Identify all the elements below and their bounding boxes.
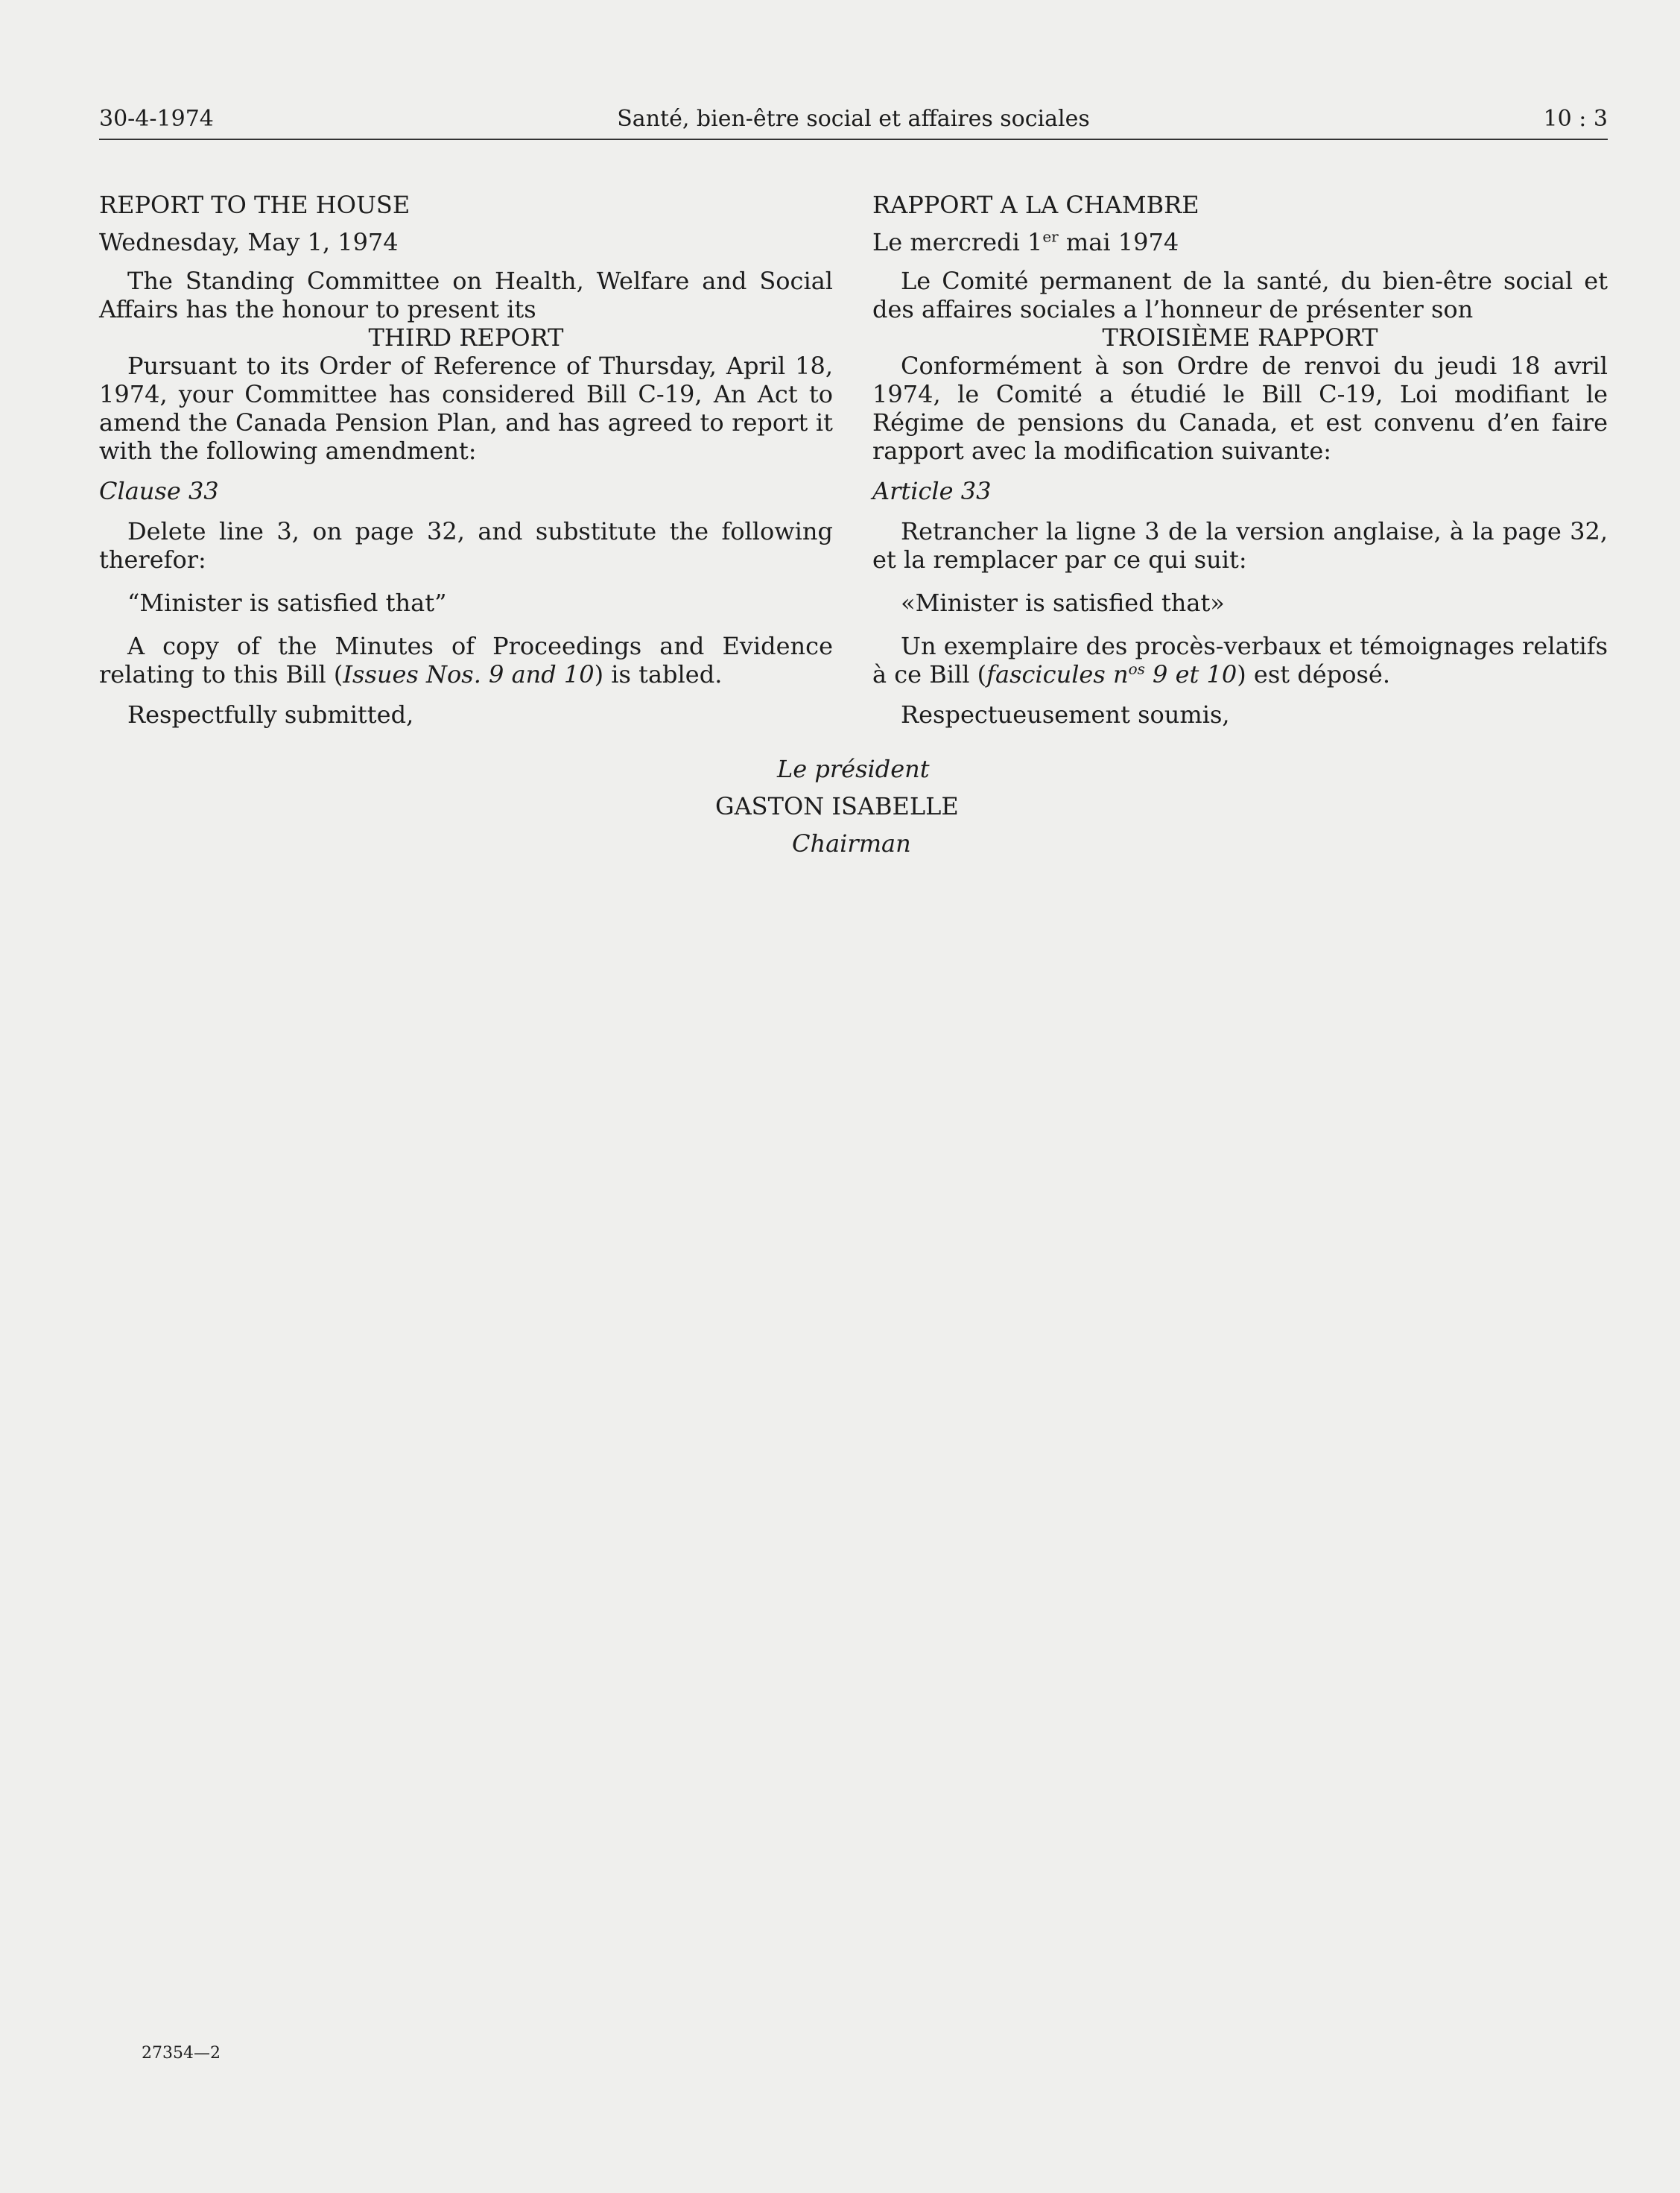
french-quote: «Minister is satisfied that» [901, 589, 1225, 617]
signature-title-en: Chairman [792, 829, 911, 858]
english-column [99, 191, 833, 729]
french-column [872, 191, 1608, 729]
header-page-number: 10 : 3 [1543, 106, 1608, 132]
french-heading: RAPPORT A LA CHAMBRE [872, 191, 1199, 219]
english-body-1: Pursuant to its Order of Reference of Thursday, April 18, 1974, your Committee has considered Bill C-19, An Act to amend the Canada Pension Plan, and has agreed to report it with the following amendment: [99, 352, 833, 465]
english-body-2: Delete line 3, on page 32, and substitute the following therefor: [99, 517, 833, 574]
signature-title-fr: Le président [777, 755, 930, 783]
french-issues-ref: fascicules $n^{os}$ 9 et 10 [986, 659, 1237, 689]
english-quote: “Minister is satisfied that” [127, 589, 447, 617]
french-body-3: Un exemplaire des procès-verbaux et témoignages relatifs à ce Bill (fascicules $n^{os}$ 9 et 10) est déposé. [872, 632, 1608, 689]
english-date: Wednesday, May 1, 1974 [99, 228, 399, 256]
header-date: 30-4-1974 [99, 106, 214, 132]
signature-name: GASTON ISABELLE [715, 792, 959, 820]
footer-code: 27354—2 [142, 2044, 221, 2063]
english-intro: The Standing Committee on Health, Welfare and Social Affairs has the honour to present its [99, 267, 833, 323]
header-title: Santé, bien-être social et affaires sociales [617, 106, 1090, 132]
french-body-1: Conformément à son Ordre de renvoi du jeudi 18 avril 1974, le Comité a étudié le Bill C-19, Loi modifiant le Régime de pensions du Canada, et est convenu d’en faire rapport avec la modification suivante: [872, 352, 1608, 465]
header-rule [99, 139, 1608, 140]
english-issues-ref: Issues Nos. 9 and 10 [343, 660, 595, 689]
english-clause: Clause 33 [99, 477, 219, 505]
english-report-title: THIRD REPORT [368, 323, 564, 352]
french-date: Le mercredi 1er mai 1974 [872, 227, 1179, 256]
english-closing: Respectfully submitted, [127, 700, 414, 729]
french-report-title: TROISIÈME RAPPORT [1102, 323, 1378, 352]
english-body-3: A copy of the Minutes of Proceedings and Evidence relating to this Bill (Issues Nos. 9 and 10) is tabled. [99, 632, 833, 689]
french-closing: Respectueusement soumis, [901, 700, 1230, 729]
french-body-2: Retrancher la ligne 3 de la version anglaise, à la page 32, et la remplacer par ce qui suit: [872, 517, 1608, 574]
english-heading: REPORT TO THE HOUSE [99, 191, 411, 219]
french-clause: Article 33 [872, 477, 992, 505]
french-intro: Le Comité permanent de la santé, du bien-être social et des affaires sociales a l’honneur de présenter son [872, 267, 1608, 323]
